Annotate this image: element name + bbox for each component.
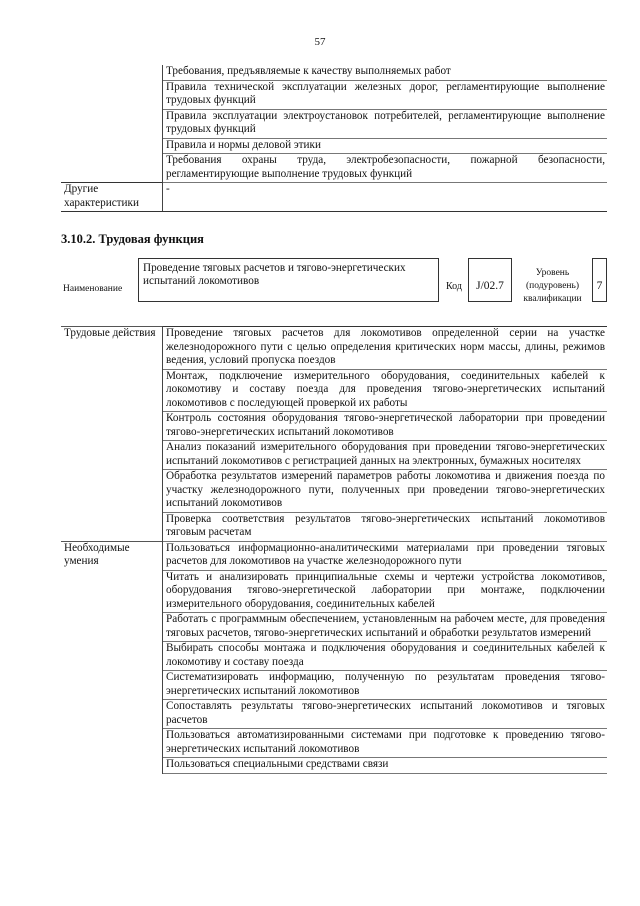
- function-table: [61, 326, 607, 774]
- skill-cell: Пользоваться информационно-аналитическими материалами при проведении тяговых расчетов для локомотивов на участке железнодорожного пути: [163, 541, 608, 570]
- function-code: J/02.7: [468, 258, 512, 302]
- table-row: [61, 541, 607, 570]
- skill-cell: Пользоваться специальными средствами связи: [163, 758, 608, 774]
- requirement-cell: Требования охраны труда, электробезопасности, пожарной безопасности, регламентирующие выполнение трудовых функций: [163, 154, 608, 183]
- required-skills-label: Необходимые умения: [61, 541, 163, 773]
- action-cell: Проверка соответствия результатов тягово-энергетических испытаний локомотивов тяговым расчетам: [163, 512, 608, 541]
- requirements-table: [61, 65, 607, 212]
- skill-cell: Читать и анализировать принципиальные схемы и чертежи устройства локомотивов, оборудования тягово-энергетической лаборатории при монтаже, подключении измерительного оборудования, соединительных кабелей: [163, 570, 608, 613]
- action-cell: Обработка результатов измерений параметров работы локомотива и движения поезда по участку железнодорожного пути, полученных при проведении тягово-энергетических испытаний локомотивов: [163, 470, 608, 513]
- name-label: Наименование: [63, 284, 123, 294]
- table-row: [61, 154, 607, 183]
- other-characteristics-value: -: [163, 183, 608, 212]
- skill-cell: Пользоваться автоматизированными системами при подготовке к проведению тягово-энергетических испытаний локомотивов: [163, 729, 608, 758]
- qualification-level-value: 7: [592, 258, 607, 302]
- code-label: Код: [446, 281, 462, 292]
- table-row: [61, 80, 607, 109]
- section-heading: 3.10.2. Трудовая функция: [61, 232, 204, 246]
- table-row: [61, 138, 607, 154]
- action-cell: Монтаж, подключение измерительного оборудования, соединительных кабелей к локомотиву и составу поезда для проведения тягово-энергетических испытаний локомотивов с последующей проверкой их работы: [163, 369, 608, 412]
- action-cell: Анализ показаний измерительного оборудования при проведении тягово-энергетических испытаний локомотивов с регистрацией данных на электронных, бумажных носителях: [163, 441, 608, 470]
- labor-actions-label: Трудовые действия: [61, 327, 163, 542]
- other-characteristics-label: Другие характеристики: [61, 183, 163, 212]
- requirement-cell: Требования, предъявляемые к качеству выполняемых работ: [163, 65, 608, 80]
- requirement-cell: Правила и нормы деловой этики: [163, 138, 608, 154]
- page-number: 57: [314, 36, 326, 48]
- qualification-level-label: Уровень (подуровень) квалификации: [523, 268, 582, 304]
- skill-cell: Выбирать способы монтажа и подключения оборудования и соединительных кабелей к локомотиву и составу поезда: [163, 642, 608, 671]
- skill-cell: Систематизировать информацию, полученную по результатам проведения тягово-энергетических испытаний локомотивов: [163, 671, 608, 700]
- function-header: [61, 258, 607, 310]
- action-cell: Проведение тяговых расчетов для локомотивов определенной серии на участке железнодорожного пути с целью определения критических норм массы, длины, режимов ведения, условий пропуска поездов: [163, 327, 608, 370]
- table-row: [61, 327, 607, 370]
- skill-cell: Сопоставлять результаты тягово-энергетических испытаний локомотивов и тяговых расчетов: [163, 700, 608, 729]
- requirement-cell: Правила эксплуатации электроустановок потребителей, регламентирующие выполнение трудовых функций: [163, 109, 608, 138]
- table-row: [61, 109, 607, 138]
- function-name: Проведение тяговых расчетов и тягово-энергетических испытаний локомотивов: [138, 258, 439, 302]
- table-row: [61, 65, 607, 80]
- table-row: [61, 183, 607, 212]
- requirement-cell: Правила технической эксплуатации железных дорог, регламентирующие выполнение трудовых функций: [163, 80, 608, 109]
- action-cell: Контроль состояния оборудования тягово-энергетической лаборатории при проведении тягово-энергетических испытаний локомотивов: [163, 412, 608, 441]
- skill-cell: Работать с программным обеспечением, установленным на рабочем месте, для проведения тяговых расчетов, тягово-энергетических испытаний и обработки результатов измерений: [163, 613, 608, 642]
